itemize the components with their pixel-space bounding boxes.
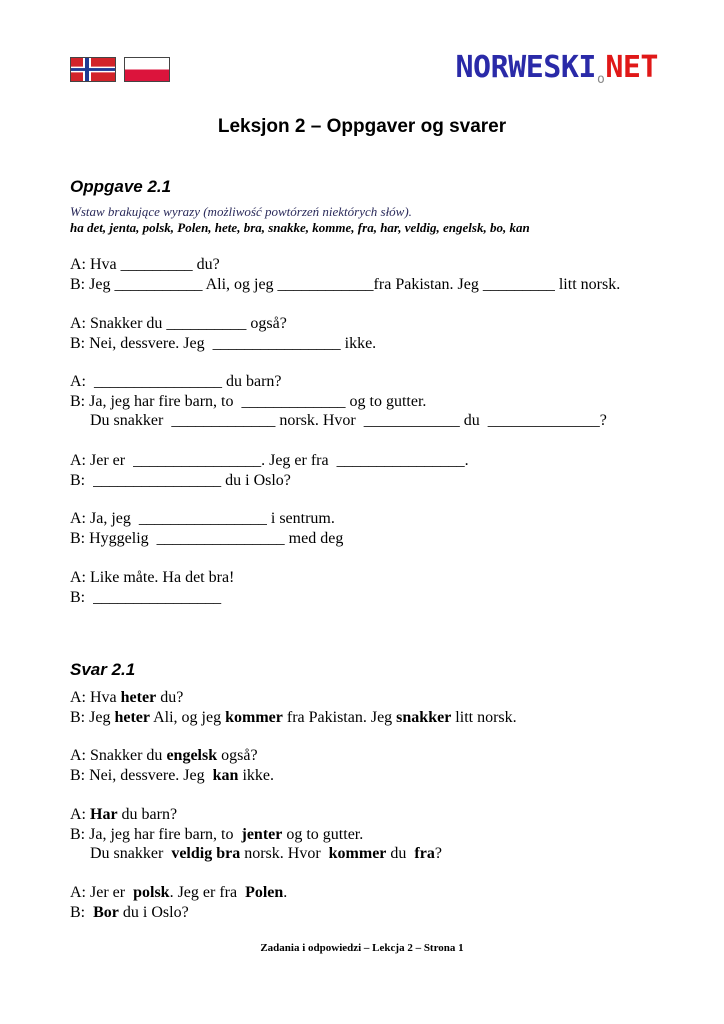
dialog-line: Du snakker _____________ norsk. Hvor ____________ du ______________? — [90, 412, 607, 429]
answer-text: B: Nei, dessvere. Jeg — [70, 766, 213, 784]
answer-text: . Jeg er fra — [169, 884, 246, 901]
answer-text: ikke. — [238, 766, 274, 784]
answer-word: kommer — [328, 845, 387, 862]
exercise-heading: Oppgave 2.1 — [70, 177, 172, 196]
dialog-line: B: Ja, jeg har fire barn, to _____________ og to gutter. — [70, 392, 427, 410]
answer-text: du i Oslo? — [118, 903, 189, 921]
answer-line — [70, 825, 670, 845]
answer-word: fra — [414, 845, 435, 862]
dialog-line: B: ________________ — [70, 588, 222, 606]
exercise-block — [70, 509, 670, 548]
instruction-text: Wstaw brakujące wyrazy (możliwość powtórzeń niektórych słów). — [70, 204, 412, 219]
dialog-line: A: Like måte. Ha det bra! — [70, 569, 235, 586]
dialog-line: A: Ja, jeg ________________ i sentrum. — [70, 510, 335, 527]
exercise-block — [70, 255, 670, 294]
answer-text: du — [386, 845, 415, 862]
answer-word: Har — [90, 806, 118, 823]
answer-text: NET — [605, 50, 658, 85]
word-bank: ha det, jenta, polsk, Polen, hete, bra, snakke, komme, fra, har, veldig, engelsk, bo, kan — [70, 220, 530, 235]
exercise-instruction — [70, 204, 670, 236]
answer-text: A: — [70, 806, 90, 823]
dialog-line: B: Jeg ___________ Ali, og jeg ____________fra Pakistan. Jeg _________ litt norsk. — [70, 275, 621, 293]
answer-block — [70, 688, 670, 727]
answer-word: polsk — [133, 884, 170, 901]
answer-text: NORWESKI — [455, 50, 596, 85]
dialog-line: A: Hva _________ du? — [70, 256, 220, 273]
answer-text: A: Snakker du — [70, 747, 167, 764]
answer-text: Ali, og jeg — [149, 708, 226, 726]
answer-block — [70, 883, 670, 922]
answer-block — [70, 746, 670, 785]
answer-word: heter — [120, 689, 157, 706]
answer-text: du? — [156, 689, 184, 706]
answer-word: engelsk — [166, 747, 218, 764]
answer-word: snakker — [396, 708, 452, 726]
exercise-block — [70, 568, 670, 607]
answer-text: A: Jer er — [70, 884, 134, 901]
exercise-block — [70, 314, 670, 353]
poland-flag-icon — [124, 57, 170, 82]
exercise-block — [70, 451, 670, 490]
exercise-block — [70, 372, 670, 431]
answer-block — [70, 805, 670, 864]
answer-text: A: Hva — [70, 689, 121, 706]
answer-text: B: Ja, jeg har fire barn, to — [70, 825, 242, 843]
page-title: Leksjon 2 – Oppgaver og svarer — [217, 116, 507, 137]
answer-line — [70, 708, 670, 728]
answer-text: du barn? — [117, 806, 178, 823]
answer-word: jenter — [241, 825, 283, 843]
answer-line — [70, 903, 670, 923]
site-logo[interactable] — [455, 50, 658, 98]
dialog-line: B: Hyggelig ________________ med deg — [70, 529, 344, 547]
answer-word: Bor — [93, 903, 119, 921]
answer-text: ? — [434, 845, 442, 862]
answer-line — [70, 688, 670, 708]
answer-text: norsk. Hvor — [240, 845, 329, 862]
page-footer: Zadania i odpowiedzi – Lekcja 2 – Strona 1 — [260, 942, 464, 954]
answer-line — [70, 805, 670, 825]
answer-text: også? — [217, 747, 258, 764]
answer-text: o — [596, 72, 605, 87]
answer-text: B: Jeg — [70, 708, 115, 726]
answer-word: veldig bra — [171, 845, 241, 862]
answer-text: litt norsk. — [451, 708, 517, 726]
answer-line — [70, 766, 670, 786]
dialog-line: B: Nei, dessvere. Jeg ________________ ikke. — [70, 334, 377, 352]
dialog-line: A: Snakker du __________ også? — [70, 315, 287, 332]
answer-text: Du snakker — [90, 845, 172, 862]
answer-word: Polen — [245, 884, 284, 901]
answer-line — [70, 746, 670, 766]
dialog-line: A: ________________ du barn? — [70, 373, 282, 390]
answer-line — [70, 844, 670, 864]
answer-line — [70, 883, 670, 903]
dialog-line: B: ________________ du i Oslo? — [70, 471, 291, 489]
answer-word: kommer — [225, 708, 283, 726]
answer-text: . — [283, 884, 288, 901]
answer-word: heter — [114, 708, 150, 726]
answer-text: og to gutter. — [282, 825, 364, 843]
answer-text: fra Pakistan. Jeg — [282, 708, 397, 726]
norway-flag-icon — [70, 57, 116, 82]
answer-text: B: — [70, 903, 94, 921]
answer-word: kan — [212, 766, 239, 784]
dialog-line: A: Jer er ________________. Jeg er fra ________________. — [70, 452, 469, 469]
answers-heading: Svar 2.1 — [70, 660, 136, 679]
